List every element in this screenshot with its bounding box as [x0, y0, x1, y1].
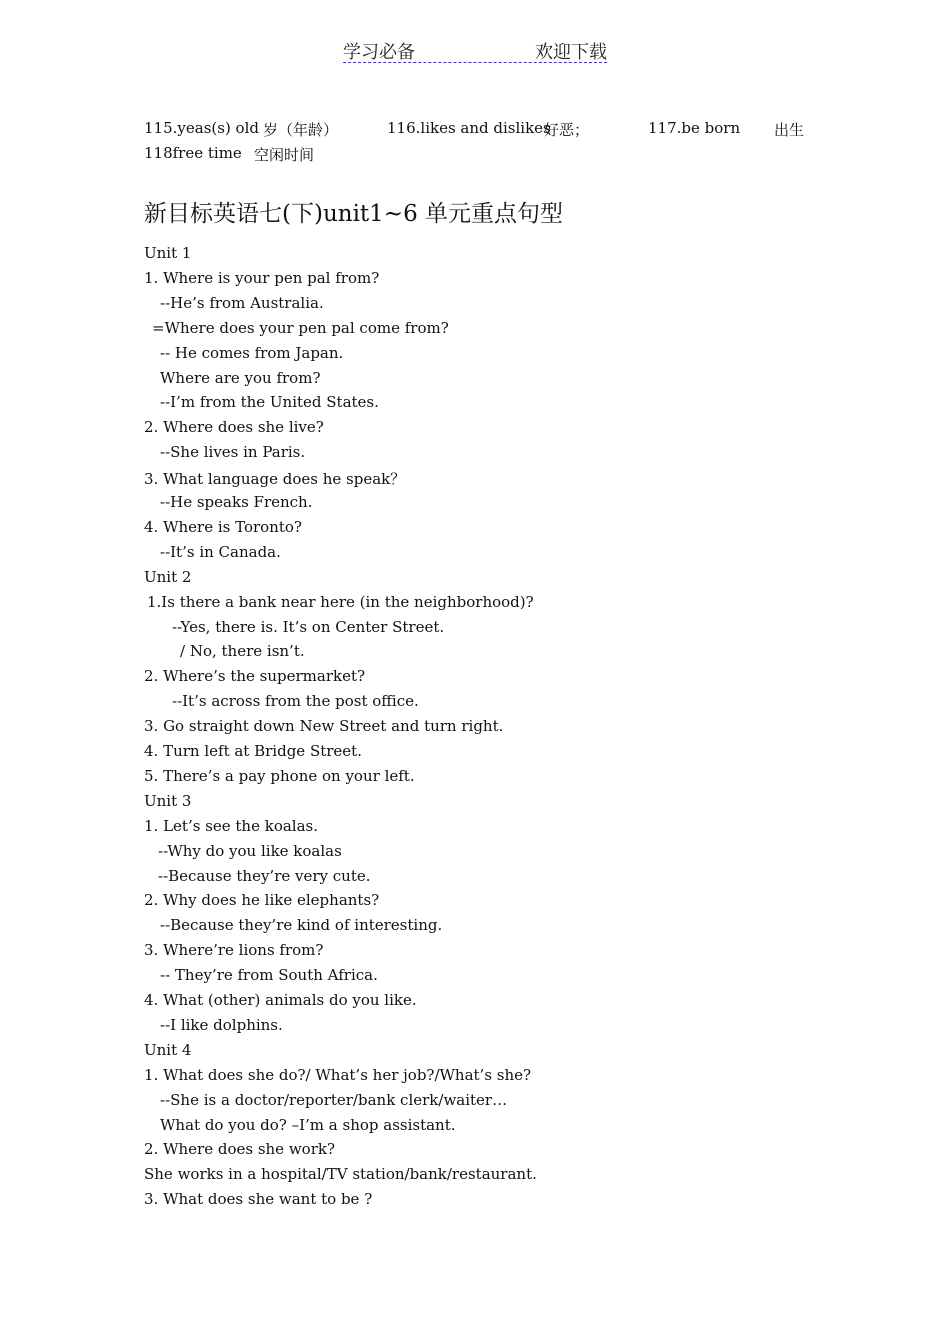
sentence-line: --It’s across from the post office. — [172, 692, 419, 711]
vocab-meaning: 出生 — [774, 121, 805, 139]
header-right-text: 欢迎下载 — [535, 42, 607, 63]
sentence-line: --Yes, there is. It’s on Center Street. — [172, 617, 445, 636]
sentence-line: 3. What language does he speak？ — [144, 470, 406, 489]
sentence-line: 3. Where’re lions from? — [144, 941, 324, 960]
sentence-line: --She is a doctor/reporter/bank clerk/waiter… — [160, 1090, 508, 1109]
sentence-line: What do you do? –I’m a shop assistant. — [160, 1115, 456, 1134]
vocab-term: 118free time — [144, 144, 242, 162]
vocab-term: 117.be born — [648, 119, 741, 137]
sentence-line: 1. Where is your pen pal from? — [144, 268, 380, 287]
sentence-line: 1. Let’s see the koalas. — [144, 816, 319, 835]
sentence-line: 1.Is there a bank near here (in the neighborhood)? — [147, 592, 534, 611]
unit-heading: Unit 2 — [144, 567, 192, 586]
vocab-meaning: 空闲时间 — [254, 146, 315, 164]
sentence-line: -- They’re from South Africa. — [160, 966, 378, 985]
sentence-line: 3. Go straight down New Street and turn right. — [144, 717, 504, 736]
vocab-meaning: 好恶； — [544, 121, 590, 139]
sentence-line: -- He comes from Japan. — [160, 343, 344, 362]
sentence-line: --Why do you like koalas — [158, 841, 342, 860]
sentence-line: --Because they’re kind of interesting. — [160, 916, 443, 935]
sentence-line: 2. Where does she work? — [144, 1140, 336, 1159]
sentence-line: =Where does your pen pal come from? — [152, 318, 449, 337]
unit-heading: Unit 1 — [144, 244, 192, 262]
sentence-line: 3. What does she want to be ? — [144, 1190, 373, 1209]
sentence-line: 4. Where is Toronto? — [144, 517, 302, 536]
header-left-text: 学习必备 — [343, 42, 415, 63]
sentence-line: 2. Where’s the supermarket? — [144, 667, 366, 686]
sentence-line: --I like dolphins. — [160, 1015, 283, 1034]
vocab-term: 115.yeas(s) old — [144, 119, 259, 137]
sentence-line: --He’s from Australia. — [160, 293, 324, 312]
sentence-line: --It’s in Canada. — [160, 542, 281, 561]
section-title: 新目标英语七(下)unit1~6 单元重点句型 — [144, 201, 564, 227]
sentence-line: 2. Where does she live? — [144, 418, 324, 437]
sentence-line: --Because they’re very cute. — [158, 866, 371, 885]
unit-heading: Unit 4 — [144, 1040, 192, 1059]
sentence-line: Where are you from? — [160, 368, 321, 387]
sentence-line: She works in a hospital/TV station/bank/restaurant. — [144, 1165, 537, 1184]
sentence-line: 4. Turn left at Bridge Street. — [144, 742, 362, 760]
vocab-meaning: 岁（年龄） — [263, 121, 339, 139]
sentence-line: --She lives in Paris. — [160, 443, 306, 462]
sentence-line: / No, there isn’t. — [180, 642, 305, 661]
sentence-line: --I’m from the United States. — [160, 393, 379, 412]
sentence-line: 1. What does she do?/ What’s her job?/What’s she? — [144, 1065, 532, 1084]
sentence-line: 2. Why does he like elephants? — [144, 891, 380, 910]
sentence-line: 5. There’s a pay phone on your left. — [144, 766, 415, 785]
sentence-line: --He speaks French. — [160, 493, 313, 511]
vocab-term: 116.likes and dislikes — [387, 119, 551, 137]
sentence-line: 4. What (other) animals do you like. — [144, 991, 417, 1009]
unit-heading: Unit 3 — [144, 791, 192, 810]
page-header — [343, 38, 607, 63]
